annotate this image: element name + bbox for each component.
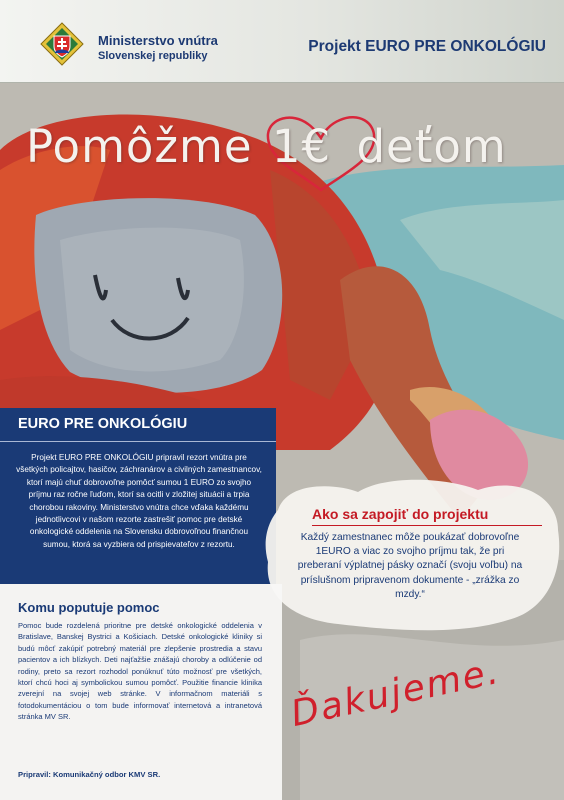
slogan-left: Pomôžme xyxy=(26,120,253,173)
coat-of-arms-icon xyxy=(40,22,84,66)
recipients-title: Komu poputuje pomoc xyxy=(18,600,160,615)
thanks-text: Ďakujeme. xyxy=(287,650,504,735)
slogan-right: deťom xyxy=(356,120,507,173)
join-text: Každý zamestnanec môže poukázať dobrovoľne 1EURO a viac zo svojho príjmu tak, že pri preberaní výplatnej pásky označí (svoju voľbu) na príslušnom pripravenom dokumente - „zrážka zo mzdy.“ xyxy=(297,532,523,600)
slogan-middle: 1€ xyxy=(271,120,332,173)
slogan xyxy=(26,120,507,173)
ministry-line1: Ministerstvo vnútra xyxy=(98,33,218,48)
recipients-text: Pomoc bude rozdelená prioritne pre detské onkologické oddelenia v Bratislave, Banskej Bystrici a Košiciach. Detské onkologické kliniky si budú môcť zakúpiť potrebný materiál pre zlepšenie prostredia a stavu pacientov a ich blízkych. Deti najťažšie znášajú choroby a odlúčenie od rodiny, preto sa rezort rozhodol ponúknuť túto možnosť pre všetkých, ktorí chcú hoci aj symbolickou sumou pomôcť. Použitie financie klinika zverejní na svojej web stránke. V informačnom materiáli s fotodokumentáciou o tom bude informovať internetová a intranetová stránka MV SR. xyxy=(18,621,262,722)
credit-line: Pripravil: Komunikačný odbor KMV SR. xyxy=(18,770,161,779)
euro-info-box xyxy=(0,408,276,584)
euro-text: Projekt EURO PRE ONKOLÓGIU pripravil rezort vnútra pre všetkých policajtov, hasičov, záchranárov a civilných zamestnancov, ktorí majú chuť dobrovoľne pomôcť sumou 1 EURO zo svojho príjmu raz ročne ľuďom, ktorí sa ocitli v zložitej situácii a trpia chorobou rakoviny. Ministerstvo vnútra chce vďaka každému jednotlivcovi v našom rezorte zastrešiť pomoc pre detské onkologické oddelenia na Slovensku dobrovoľnou finančnou sumou, ktorá sa vyzbiera od prispievateľov z rezortu. xyxy=(16,453,262,549)
ministry-line2: Slovenskej republiky xyxy=(98,50,208,62)
join-title-underline xyxy=(312,525,542,526)
project-title: Projekt EURO PRE ONKOLÓGIU xyxy=(308,38,546,55)
join-title: Ako sa zapojiť do projektu xyxy=(312,506,489,522)
euro-title: EURO PRE ONKOLÓGIU xyxy=(18,416,188,432)
ministry-name xyxy=(98,33,218,64)
header-divider xyxy=(0,82,564,83)
header-bar xyxy=(0,0,564,82)
